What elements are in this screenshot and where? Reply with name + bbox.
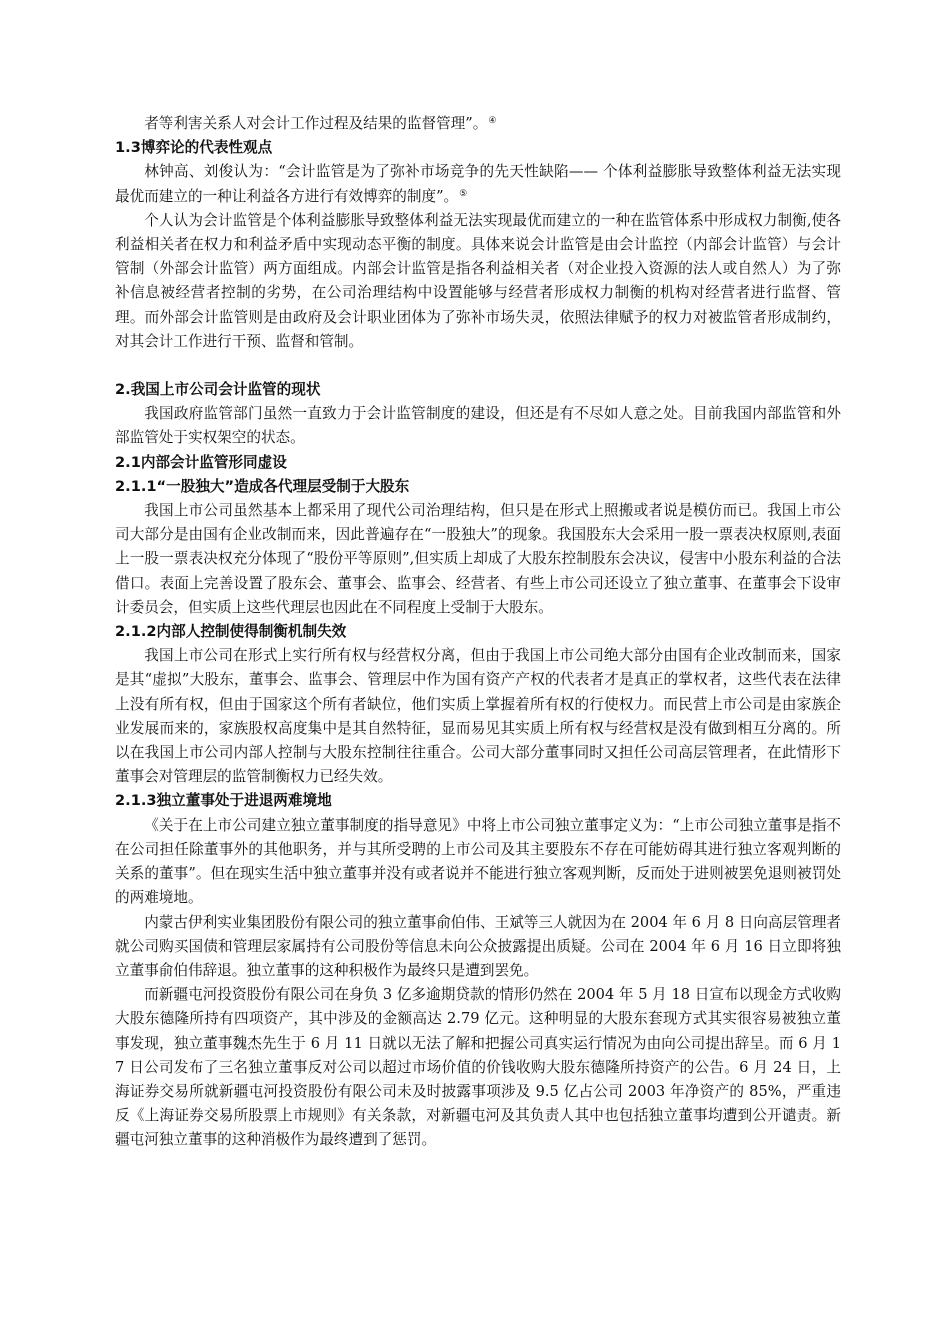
paragraph-independent-director-definition: 《关于在上市公司建立独立董事制度的指导意见》中将上市公司独立董事定义为：“上市公司独立董事是指不在公司担任除董事外的其他职务，并与其所受聘的上市公司及其主要股东不存在可能妨碍其进行独立客观判断的关系的董事”。但在现实生活中独立董事并没有或者说并不能进行独立客观判断，反而处于进则被罢免退则被罚处的两难境地。 (115, 816, 841, 907)
section-heading-2-1-1: 2.1.1“一股独大”造成各代理层受制于大股东 (115, 477, 410, 495)
section-heading-2-1-2: 2.1.2内部人控制使得制衡机制失效 (115, 623, 347, 641)
paragraph-continuation: 者等利害关系人对会计工作过程及结果的监督管理”。④ (144, 115, 497, 132)
document-page (115, 112, 841, 1153)
footnote-marker[interactable]: ④ (488, 116, 497, 126)
paragraph-status-intro: 我国政府监管部门虽然一直致力于会计监管制度的建设，但还是有不尽如人意之处。目前我国内部监管和外部监管处于实权架空的状态。 (115, 405, 841, 447)
paragraph-major-shareholder: 我国上市公司虽然基本上都采用了现代公司治理结构，但只是在形式上照搬或者说是模仿而已。我国上市公司大部分是由国有企业改制而来，因此普遍存在“一股独大”的现象。我国股东大会采用一股一票表决权原则,表面上一股一票表决权充分体现了“股份平等原则”,但实质上却成了大股东控制股东会决议，侵害中小股东利益的合法借口。表面上完善设置了股东会、董事会、监事会、经营者、有些上市公司还设立了独立董事、在董事会下设审计委员会，但实质上这些代理层也因此在不同程度上受制于大股东。 (115, 502, 841, 616)
paragraph-personal-view: 个人认为会计监管是个体利益膨胀导致整体利益无法实现最优而建立的一种在监管体系中形成权力制衡,使各利益相关者在权力和利益矛盾中实现动态平衡的制度。具体来说会计监管是由会计监控（内部会计监管）与会计管制（外部会计监管）两方面组成。内部会计监管是指各利益相关者（对企业投入资源的法人或自然人）为了弥补信息被经营者控制的劣势，在公司治理结构中设置能够与经营者形成权力制衡的机构对经营者进行监督、管理。而外部会计监管则是由政府及会计职业团体为了弥补市场失灵，依照法律赋予的权力对被监管者形成制约，对其会计工作进行干预、监督和管制。 (115, 211, 841, 350)
paragraph-tunhe-case: 而新疆屯河投资股份有限公司在身负 3 亿多逾期贷款的情形仍然在 2004 年 5 月 18 日宣布以现金方式收购大股东德隆所持有四项资产，其中涉及的金额高达 2.79 亿元。这种明显的大股东套现方式其实很容易被独立董事发现，独立董事魏杰先生于 6 月 11 日就以无法了解和把握公司真实运行情况为由向公司提出辞呈。而 6 月 17 日公司发布了三名独立董事反对公司以超过市场价值的价钱收购大股东德隆所持资产的公告。6 月 24 日，上海证券交易所就新疆屯河投资股份有限公司未及时披露事项涉及 9.5 亿占公司 2003 年净资产的 85%，严重违反《上海证券交易所股票上市规则》有关条款，对新疆屯河及其负责人其中也包括独立董事均遭到公开谴责。新疆屯河独立董事的这种消极作为最终遭到了惩罚。 (115, 986, 841, 1149)
section-heading-2-1: 2.1内部会计监管形同虚设 (115, 453, 287, 471)
paragraph-yili-case: 内蒙古伊利实业集团股份有限公司的独立董事俞伯伟、王斌等三人就因为在 2004 年 6 月 8 日向高层管理者就公司购买国债和管理层家属持有公司股份等信息未向公众披露提出质疑。公司在 2004 年 6 月 16 日立即将独立董事俞伯伟辞退。独立董事的这种积极作为最终只是遭到罢免。 (115, 913, 841, 979)
section-spacer (115, 354, 841, 378)
paragraph-game-theory-view: 林钟高、刘俊认为：“会计监管是为了弥补市场竞争的先天性缺陷—— 个体利益膨胀导致整体利益无法实现最优而建立的一种让利益各方进行有效博弈的制度”。⑤ (115, 163, 841, 205)
section-heading-2: 2.我国上市公司会计监管的现状 (115, 381, 321, 399)
section-heading-1-3: 1.3博弈论的代表性观点 (115, 139, 273, 157)
paragraph-insider-control: 我国上市公司在形式上实行所有权与经营权分离，但由于我国上市公司绝大部分由国有企业改制而来，国家是其“虚拟”大股东，董事会、监事会、管理层中作为国有资产产权的代表者才是真正的掌权者，这些代表在法律上没有所有权，但由于国家这个所有者缺位，他们实质上掌握着所有权的行使权力。而民营上市公司是由家族企业发展而来的，家族股权高度集中是其自然特征，显而易见其实质上所有权与经营权是没有做到相互分离的。所以在我国上市公司内部人控制与大股东控制往往重合。公司大部分董事同时又担任公司高层管理者，在此情形下董事会对管理层的监管制衡权力已经失效。 (115, 647, 841, 786)
section-heading-2-1-3: 2.1.3独立董事处于进退两难境地 (115, 792, 332, 810)
footnote-marker[interactable]: ⑤ (459, 188, 468, 199)
